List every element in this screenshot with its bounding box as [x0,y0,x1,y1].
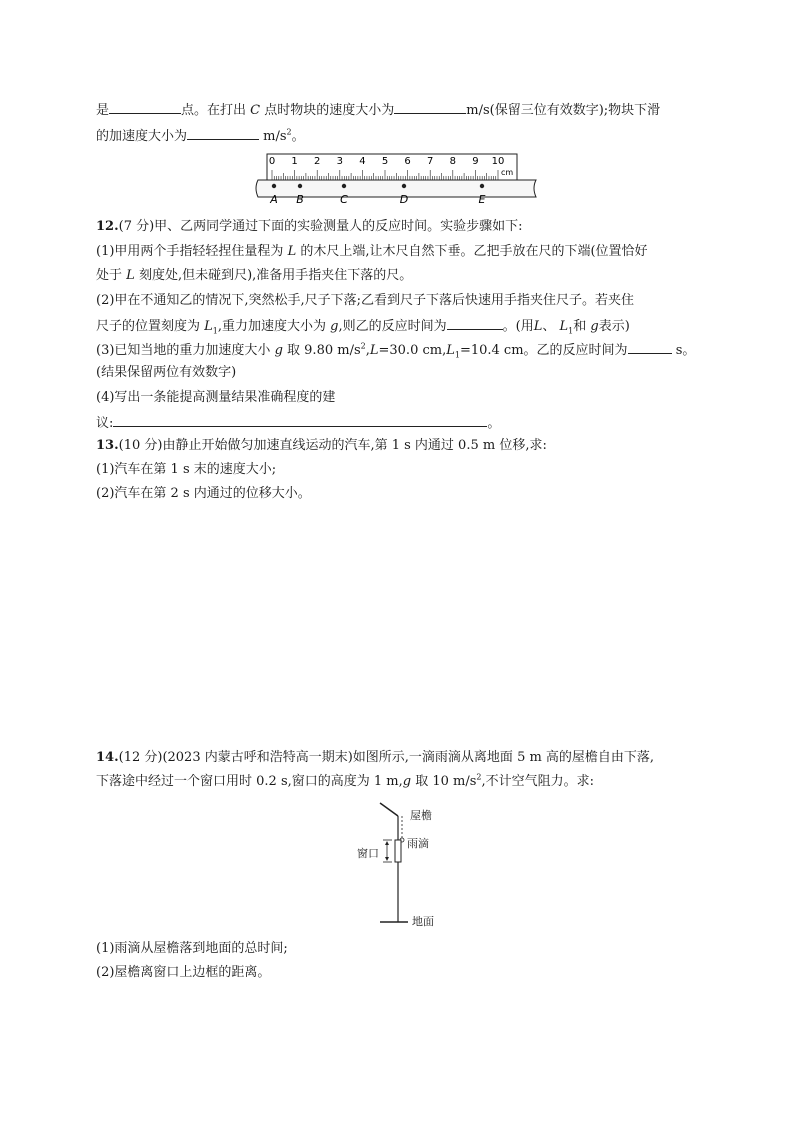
text: 点时物块的速度大小为 [264,103,395,118]
answer-blank[interactable] [187,125,259,140]
q11-line-2 [96,125,305,147]
unit: m/s [263,129,287,144]
q13-header [96,436,547,456]
answer-blank[interactable] [109,99,181,114]
text: 、 [542,319,556,334]
answer-blank[interactable] [113,412,487,427]
ruler-unit: cm [501,168,514,177]
text: (4)写出一条能提高测量结果准确程度的建 [96,390,336,405]
q14-part2 [96,963,270,983]
raindrop-figure [350,800,450,930]
q13-part2 [96,484,311,504]
ruler-tick-label: 6 [404,156,411,167]
tape-point-label: D [399,193,409,204]
ruler-tick-label: 8 [449,156,456,167]
ruler-tick-label: 10 [491,156,505,167]
q14-header [96,748,654,768]
variable: g [590,319,599,334]
dim-arrow-down [385,857,389,861]
text: (1)甲用两个手指轻轻捏住量程为 [96,244,284,259]
window [395,840,401,862]
variable: L [287,244,297,259]
text: ,则乙的反应时间为 [338,319,447,334]
tape-point-label: E [478,193,486,204]
text: (3)已知当地的重力加速度大小 [96,343,271,358]
variable: L [446,343,455,358]
q12-step4-line2 [96,412,500,434]
text: 的木尺上端,让木尺自然下垂。乙把手放在尺的下端(位置恰好 [300,244,648,259]
q11-line-1 [96,99,660,121]
text: (2)甲在不通知乙的情况下,突然松手,尺子下落;乙看到尺子下落后快速用手指夹住尺子。若夹住 [96,293,635,308]
variable: g [402,774,412,789]
answer-blank[interactable] [394,99,466,114]
q14-part1 [96,939,288,959]
variable: L [126,268,135,283]
dim-arrow-up [385,841,389,845]
ruler-tick-label: 0 [268,156,276,167]
answer-blank[interactable] [447,315,503,330]
ruler-tick-label: 9 [472,156,479,167]
tape-point-label: A [270,193,278,204]
tape-dot [342,184,346,188]
subscript: 1 [212,326,218,336]
variable: L [559,319,569,334]
q12-header [96,217,523,237]
exponent: 2 [360,341,366,351]
text: 。(用 [502,319,534,334]
answer-blank[interactable] [628,339,672,354]
tape-point-label: B [296,193,304,204]
text: 的加速度大小为 [96,129,188,144]
text: 表示) [598,319,630,334]
q12-step3 [96,339,695,361]
text: ,不计空气阻力。求: [481,774,595,789]
variable: g [330,319,339,334]
text: 取 9.80 m/s [287,343,361,358]
ruler-figure [255,152,540,204]
ruler-tick-label: 7 [427,156,434,167]
text: (1)汽车在第 1 s 末的速度大小; [96,462,277,477]
tape-dot [298,184,302,188]
text: 和 [573,319,587,334]
text: 点。在打出 [181,103,247,118]
text: 处于 [96,268,123,283]
q12-step2-line2 [96,315,630,337]
label-ground: 地面 [412,915,434,928]
text: 。 [487,416,501,431]
ruler-tick-label: 3 [336,156,343,167]
eave-line [380,803,398,816]
text: 取 10 m/s [415,774,477,789]
variable: g [274,343,283,358]
q13-part1 [96,460,276,480]
variable: L [533,319,543,334]
q12-step3-note [96,363,236,383]
question-text: (7 分)甲、乙两同学通过下面的实验测量人的反应时间。实验步骤如下: [118,219,523,234]
text: 。 [291,129,305,144]
subscript: 1 [568,326,574,336]
text: 是 [96,103,110,118]
q12-step1-line2 [96,266,412,286]
text: (1)雨滴从屋檐落到地面的总时间; [96,941,288,956]
ruler-tick-label: 1 [291,156,298,167]
text: , [365,343,370,358]
question-number: 14. [96,750,119,765]
exponent: 2 [476,772,482,782]
ruler-tick-label: 5 [381,156,389,167]
text: 尺子的位置刻度为 [96,319,201,334]
question-text: (10 分)由静止开始做匀加速直线运动的汽车,第 1 s 内通过 0.5 m 位移,求: [118,438,547,453]
tape-dot [272,184,276,188]
text: 刻度处,但未碰到尺),准备用手指夹住下落的尺。 [138,268,413,283]
variable: L [204,319,213,334]
label-eave: 屋檐 [410,809,432,822]
exponent: 2 [286,127,292,137]
text: (2)汽车在第 2 s 内通过的位移大小。 [96,486,311,501]
text: (2)屋檐离窗口上边框的距离。 [96,965,271,980]
q12-step2-line1 [96,291,634,311]
q12-step1-line1 [96,242,648,262]
text: ,重力加速度大小为 [217,319,327,334]
text: (结果保留两位有效数字) [96,365,237,380]
q14-line2 [96,772,594,792]
ruler-tick-label: 4 [359,156,366,167]
text: 下落途中经过一个窗口用时 0.2 s,窗口的高度为 1 m, [96,774,403,789]
ruler-tick-label: 2 [314,156,321,167]
label-raindrop: 雨滴 [407,837,429,850]
text: =10.4 cm。乙的反应时间为 [459,343,628,358]
tape-dot [402,184,406,188]
text: s。 [675,343,696,358]
subscript: 1 [454,350,460,360]
text: m/s(保留三位有效数字);物块下滑 [466,103,661,118]
label-window: 窗口 [357,847,379,860]
variable: C [250,103,261,118]
text: =30.0 cm, [378,343,447,358]
question-number: 12. [96,219,119,234]
tape-point-label: C [340,193,348,204]
tape-dot [480,184,484,188]
question-text: (12 分)(2023 内蒙古呼和浩特高一期末)如图所示,一滴雨滴从离地面 5 m 高的屋檐自由下落, [118,750,655,765]
variable: L [369,343,379,358]
question-number: 13. [96,438,119,453]
q12-step4-line1 [96,388,335,408]
text: 议: [96,416,114,431]
